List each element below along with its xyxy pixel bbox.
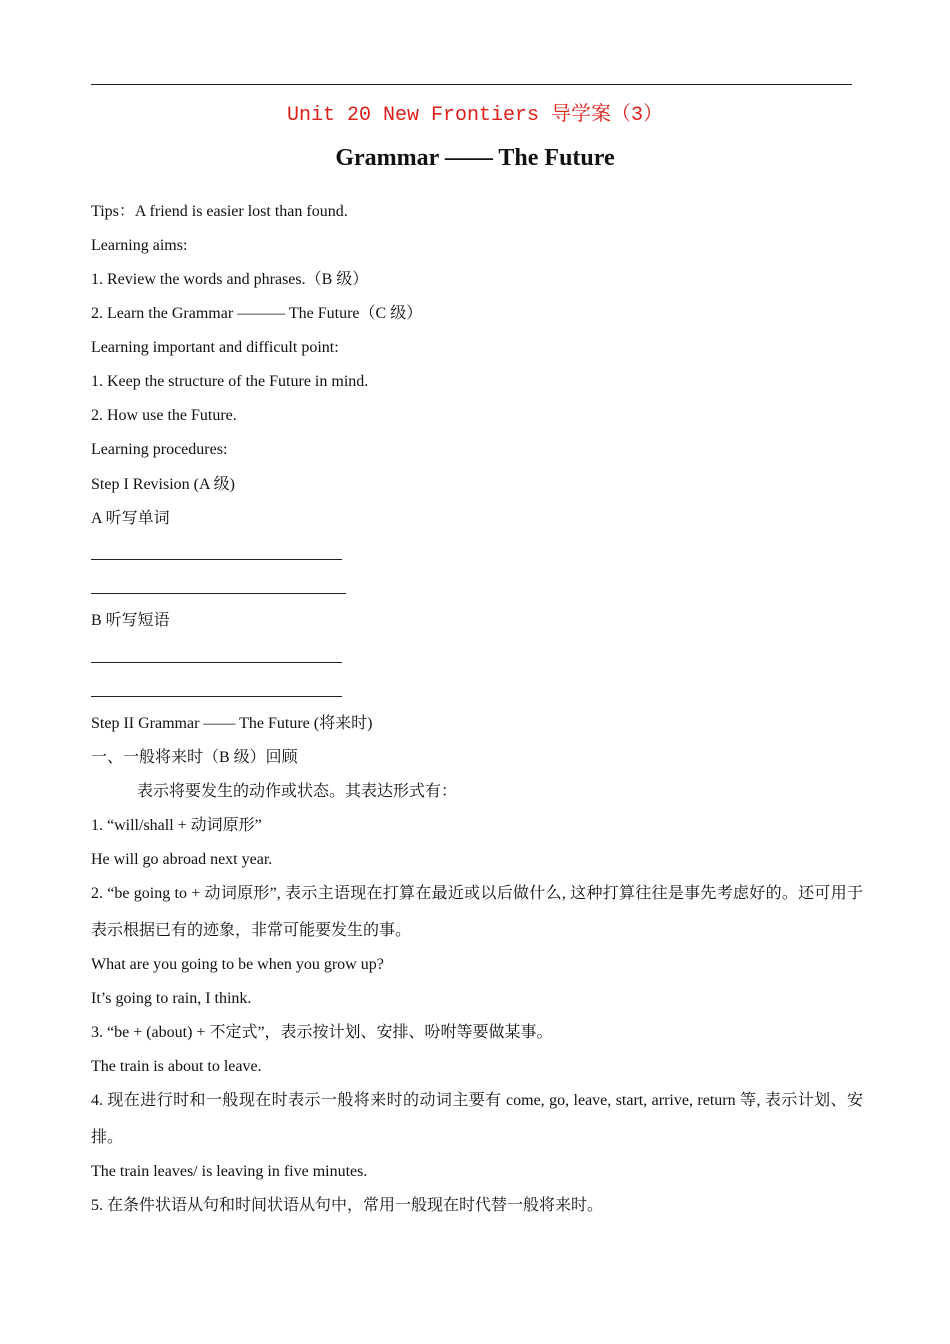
step-1-heading: Step I Revision (A 级)	[91, 476, 235, 493]
procedures-heading: Learning procedures:	[91, 441, 228, 458]
point-item-2: 2. How use the Future.	[91, 407, 237, 424]
points-heading: Learning important and difficult point:	[91, 339, 339, 356]
example-sentence: It’s going to rain, I think.	[91, 990, 252, 1007]
answer-blank-line[interactable]	[91, 696, 342, 697]
form-item-5: 5. 在条件状语从句和时间状语从句中，常用一般现在时代替一般将来时。	[91, 1197, 604, 1214]
section-1-heading: 一、一般将来时（B 级）回顾	[91, 749, 298, 766]
aims-heading: Learning aims:	[91, 237, 188, 254]
example-sentence: The train leaves/ is leaving in five minutes.	[91, 1163, 368, 1180]
document-title: Unit 20 New Frontiers 导学案（3）	[286, 104, 664, 127]
example-sentence: What are you going to be when you grow up?	[91, 956, 384, 973]
part-a-label: A 听写单词	[91, 510, 170, 527]
part-b-label: B 听写短语	[91, 612, 170, 629]
document-subtitle: Grammar —— The Future	[335, 145, 615, 171]
example-sentence: The train is about to leave.	[91, 1058, 262, 1075]
answer-blank-line[interactable]	[91, 559, 342, 560]
step-2-heading: Step II Grammar —— The Future (将来时)	[91, 715, 373, 732]
form-item-4: 4. 现在进行时和一般现在时表示一般将来时的动词主要有 come, go, leave, start, arrive, return 等, 表示计划、安排。	[91, 1092, 863, 1146]
tips-line: Tips：A friend is easier lost than found.	[91, 203, 348, 220]
header-rule	[91, 84, 852, 85]
form-item-2: 2. “be going to + 动词原形”, 表示主语现在打算在最近或以后做什么, 这种打算往往是事先考虑好的。还可用于表示根据已有的迹象，非常可能要发生的事。	[91, 885, 863, 939]
form-item-3: 3. “be + (about) + 不定式”，表示按计划、安排、吩咐等要做某事。	[91, 1024, 553, 1041]
example-sentence: He will go abroad next year.	[91, 851, 273, 868]
aim-item-1: 1. Review the words and phrases.（B 级）	[91, 271, 369, 288]
form-item-1: 1. “will/shall + 动词原形”	[91, 817, 262, 834]
answer-blank-line[interactable]	[91, 662, 342, 663]
point-item-1: 1. Keep the structure of the Future in mind.	[91, 373, 369, 390]
answer-blank-line[interactable]	[91, 593, 346, 594]
aim-item-2: 2. Learn the Grammar ——— The Future（C 级）	[91, 305, 423, 322]
intro-paragraph: 表示将要发生的动作或状态。其表达形式有：	[137, 783, 458, 800]
